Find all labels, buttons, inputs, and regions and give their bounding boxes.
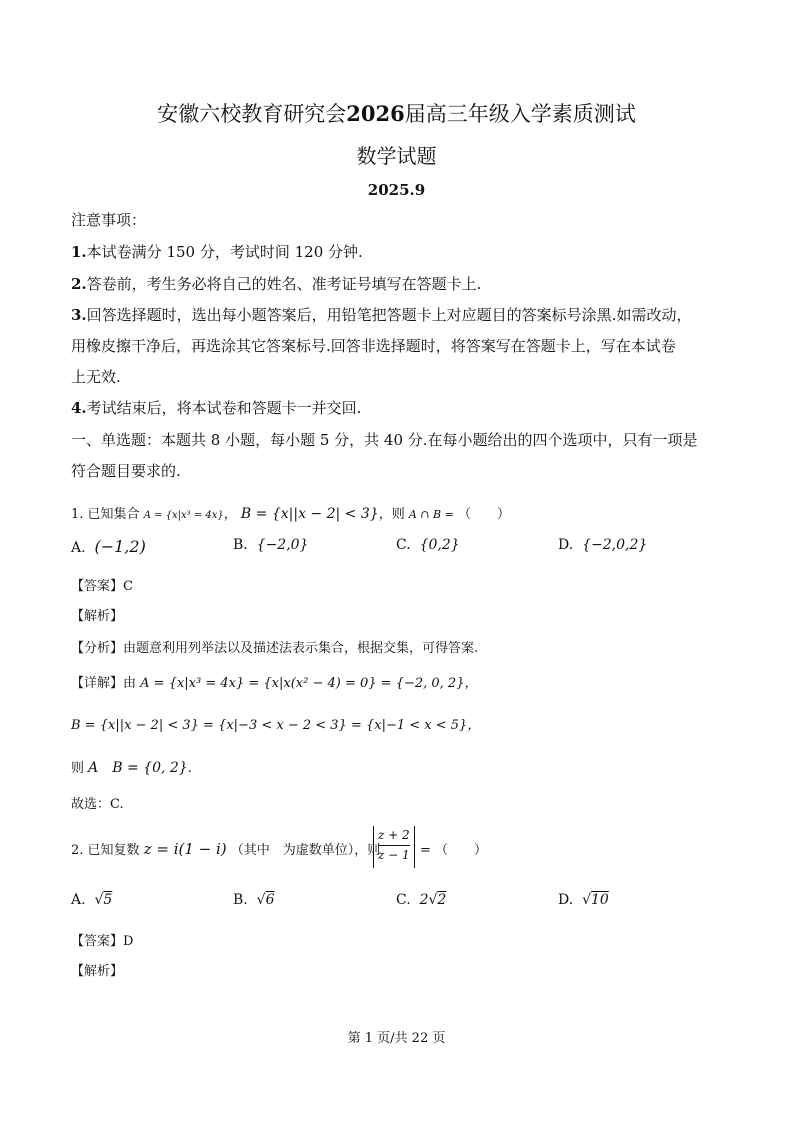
notice-item-1: 1.本试卷满分 150 分，考试时间 120 分钟. xyxy=(71,243,363,261)
exam-date: 2025.9 xyxy=(367,181,426,199)
q2-analysis-tag: 【解析】 xyxy=(71,964,124,979)
fraction-denominator: z − 1 xyxy=(378,848,410,862)
page-footer: 第 1 页/共 22 页 xyxy=(347,1031,446,1046)
notice-item-3-cont-2: 上无效. xyxy=(71,368,121,386)
q1-detail-line1: 【详解】由 A = {x|x³ = 4x} = {x|x(x² − 4) = 0} = {−2, 0, 2}， xyxy=(71,676,478,691)
title-prefix: 安徽六校教育研究会 xyxy=(157,102,347,126)
q1-choose: 故选：C. xyxy=(71,797,124,812)
set-b-expression: B = {x||x − 2| < 3} xyxy=(240,506,379,522)
section-heading-line2: 符合题目要求的. xyxy=(71,462,181,480)
q2-option-a: A. √5 xyxy=(71,892,113,908)
page-subtitle: 数学试题 xyxy=(356,144,437,168)
q1-answer: 【答案】C xyxy=(71,579,133,594)
q2-option-c: C. 2√2 xyxy=(396,892,447,908)
page-title xyxy=(0,98,793,128)
complex-z-expression: z = i(1 − i) xyxy=(143,840,227,858)
q1-analysis-tag: 【解析】 xyxy=(71,609,124,624)
q2-option-b: B. √6 xyxy=(233,892,275,908)
notice-item-2: 2.答卷前，考生务必将自己的姓名、准考证号填写在答题卡上. xyxy=(71,275,482,293)
notice-item-3: 3.回答选择题时，选出每小题答案后，用铅笔把答题卡上对应题目的答案标号涂黑.如需改动， xyxy=(71,306,692,324)
q1-detail-line2: B = {x||x − 2| < 3} = {x|−3 < x − 2 < 3} = {x|−1 < x < 5}， xyxy=(71,718,481,733)
q1-detail-line3: 则 A B = {0, 2}. xyxy=(71,760,192,776)
q1-option-a: A. (−1,2) xyxy=(71,537,146,556)
q1-option-b: B. {−2,0} xyxy=(233,537,309,553)
q2-option-d: D. √10 xyxy=(558,892,609,908)
intersection-expression: A ∩ B = xyxy=(408,508,454,521)
q1-option-d: D. {−2,0,2} xyxy=(558,537,648,553)
title-suffix: 届高三年级入学素质测试 xyxy=(404,102,636,126)
question-1-stem: 1. 已知集合 A = {x|x³ = 4x}， B = {x||x − 2| < 3}，则 A ∩ B = （ ） xyxy=(71,506,510,522)
question-2-tail: = （ ） xyxy=(420,843,488,858)
q2-answer: 【答案】D xyxy=(71,934,134,949)
set-a-expression: A = {x|x³ = 4x} xyxy=(143,510,224,521)
q1-option-c: C. {0,2} xyxy=(396,537,460,553)
fraction-numerator: z + 2 xyxy=(378,826,410,846)
notice-item-3-cont-1: 用橡皮擦干净后，再选涂其它答案标号.回答非选择题时，将答案写在答题卡上，写在本试卷 xyxy=(71,337,676,355)
title-year: 2026 xyxy=(346,101,405,126)
modulus-fraction xyxy=(373,826,415,868)
q1-fenxi: 【分析】由题意利用列举法以及描述法表示集合，根据交集，可得答案. xyxy=(71,641,479,656)
notice-heading: 注意事项： xyxy=(71,211,147,229)
notice-item-4: 4.考试结束后，将本试卷和答题卡一并交回. xyxy=(71,399,362,417)
section-heading-line1: 一、单选题：本题共 8 小题，每小题 5 分，共 40 分.在每小题给出的四个选项中，只有一项是 xyxy=(71,431,698,449)
question-2-stem: 2. 已知复数 z = i(1 − i) （其中 为虚数单位），则 xyxy=(71,840,381,858)
